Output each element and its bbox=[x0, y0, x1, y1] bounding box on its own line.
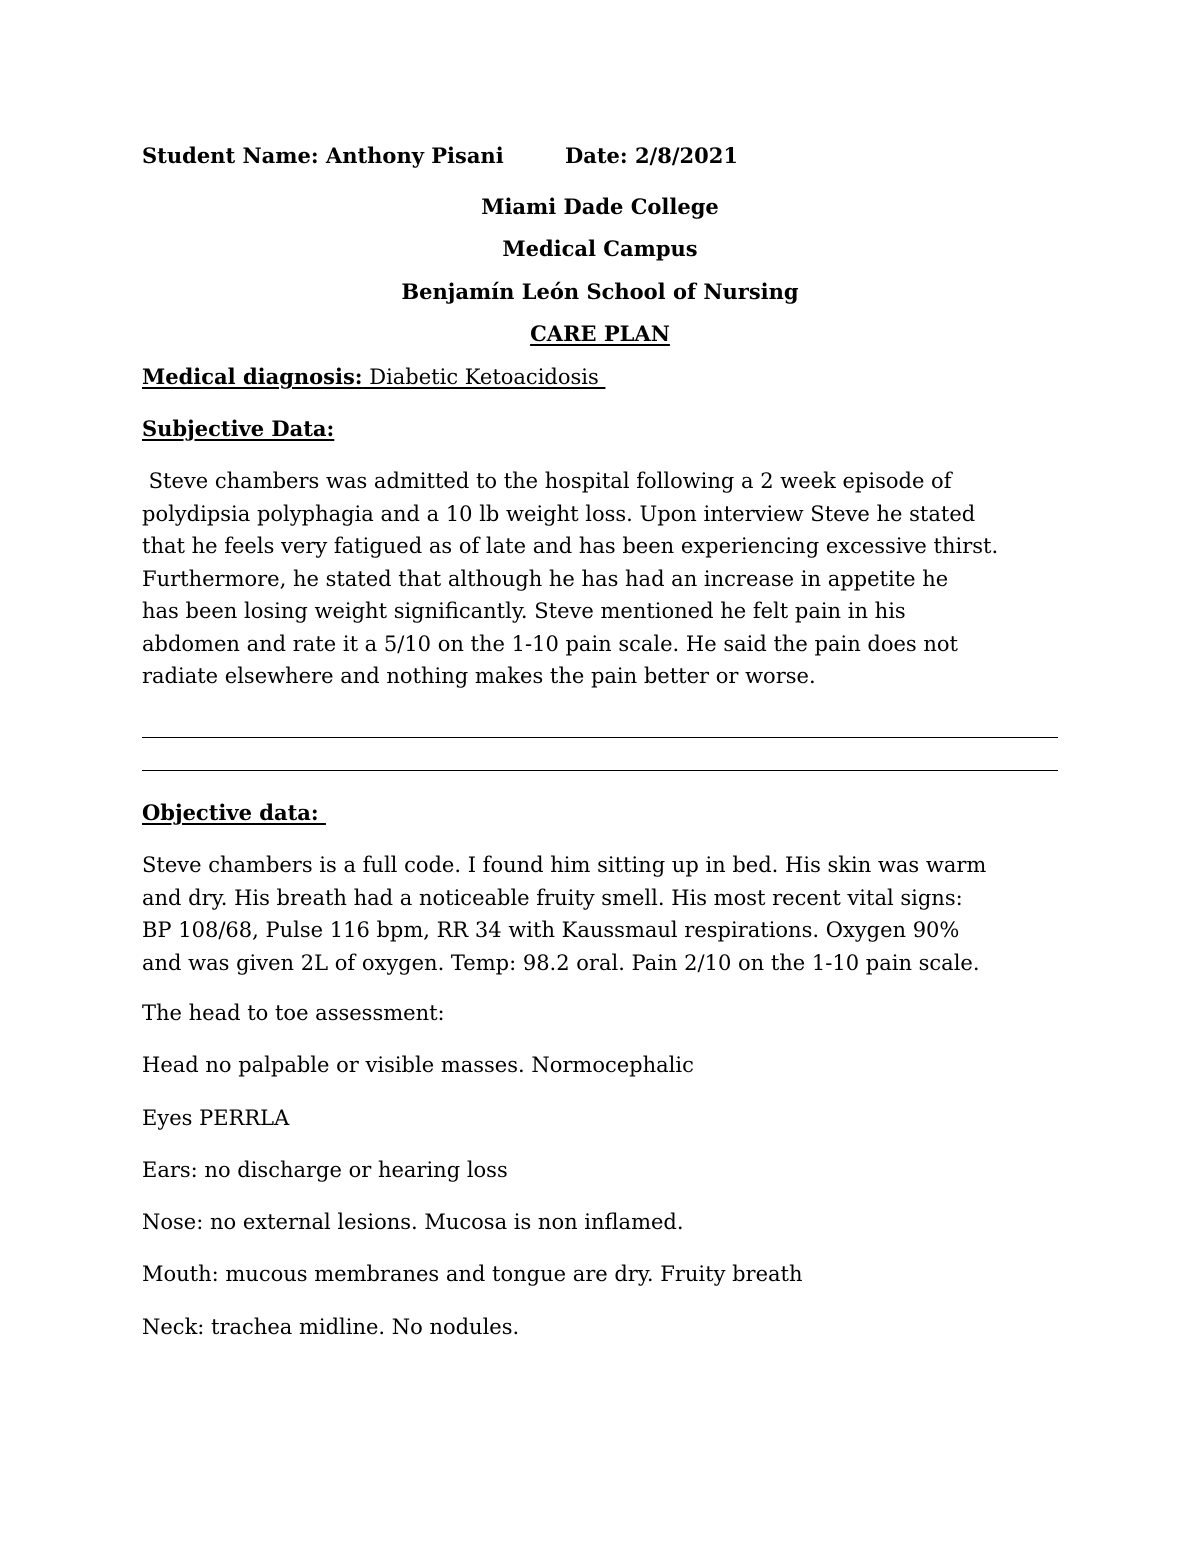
student-name: Student Name: Anthony Pisani bbox=[142, 143, 504, 168]
diagnosis-value: Diabetic Ketoacidosis bbox=[362, 365, 606, 389]
objective-paragraph bbox=[142, 849, 1062, 979]
assessment-head: Head no palpable or visible masses. Normocephalic bbox=[142, 1053, 694, 1077]
subjective-paragraph bbox=[142, 465, 1062, 693]
assessment-neck: Neck: trachea midline. No nodules. bbox=[142, 1315, 520, 1339]
assessment-mouth: Mouth: mucous membranes and tongue are dry. Fruity breath bbox=[142, 1262, 803, 1286]
subjective-heading bbox=[142, 413, 334, 445]
blank-rule-line bbox=[142, 737, 1058, 738]
objective-line: and was given 2L of oxygen. Temp: 98.2 oral. Pain 2/10 on the 1-10 pain scale. bbox=[142, 950, 980, 975]
subjective-line: Furthermore, he stated that although he has had an increase in appetite he bbox=[142, 566, 949, 591]
subjective-line: Steve chambers was admitted to the hospital following a 2 week episode of bbox=[142, 469, 952, 493]
school-name: Benjamín León School of Nursing bbox=[401, 279, 799, 304]
blank-rule-line bbox=[142, 770, 1058, 771]
objective-line: and dry. His breath had a noticeable fruity smell. His most recent vital signs: bbox=[142, 885, 963, 910]
objective-heading-text: Objective data: bbox=[142, 800, 326, 825]
objective-heading bbox=[142, 797, 326, 829]
diagnosis-label: Medical diagnosis: bbox=[142, 364, 363, 389]
college-name: Miami Dade College bbox=[481, 194, 719, 219]
subjective-line: abdomen and rate it a 5/10 on the 1-10 pain scale. He said the pain does not bbox=[142, 631, 958, 656]
doc-title: CARE PLAN bbox=[530, 321, 670, 346]
objective-line: Steve chambers is a full code. I found him sitting up in bed. His skin was warm bbox=[142, 853, 987, 877]
doc-title-wrap bbox=[0, 318, 1200, 350]
header-row bbox=[142, 140, 738, 172]
subjective-heading-text: Subjective Data: bbox=[142, 416, 335, 441]
subjective-line: has been losing weight significantly. Steve mentioned he felt pain in his bbox=[142, 599, 906, 623]
medical-diagnosis bbox=[142, 361, 605, 393]
assessment-nose: Nose: no external lesions. Mucosa is non inflamed. bbox=[142, 1210, 684, 1234]
assessment-intro: The head to toe assessment: bbox=[142, 1001, 445, 1025]
subjective-line: that he feels very fatigued as of late and has been experiencing excessive thirst. bbox=[142, 534, 999, 558]
assessment-eyes: Eyes PERRLA bbox=[142, 1106, 290, 1130]
subjective-line: radiate elsewhere and nothing makes the pain better or worse. bbox=[142, 664, 816, 688]
assessment-ears: Ears: no discharge or hearing loss bbox=[142, 1158, 508, 1182]
objective-line: BP 108/68, Pulse 116 bpm, RR 34 with Kaussmaul respirations. Oxygen 90% bbox=[142, 918, 960, 942]
campus-name: Medical Campus bbox=[502, 236, 698, 261]
subjective-line: polydipsia polyphagia and a 10 lb weight loss. Upon interview Steve he stated bbox=[142, 501, 976, 526]
date: Date: 2/8/2021 bbox=[565, 143, 738, 168]
